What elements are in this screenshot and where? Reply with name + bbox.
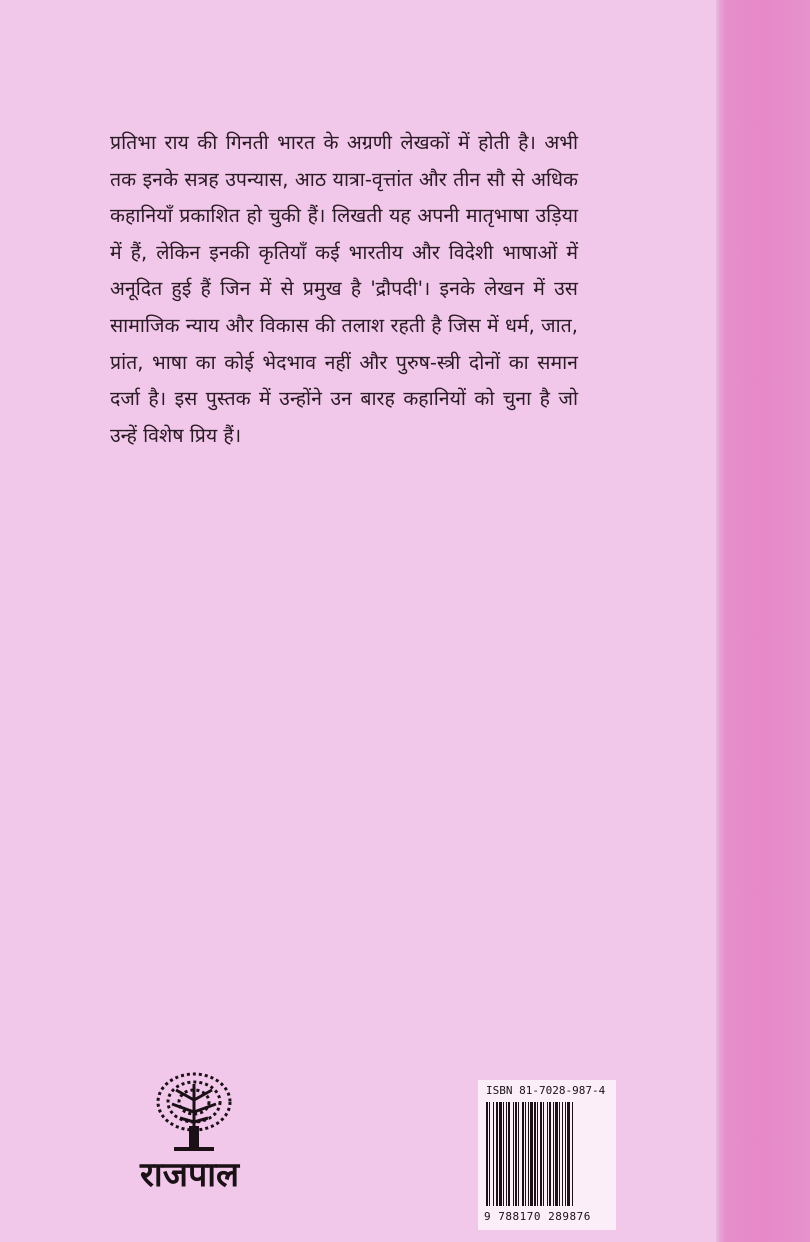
blurb xyxy=(110,125,578,454)
barcode-number: 9 788170 289876 xyxy=(484,1210,591,1223)
publisher-name: राजपाल xyxy=(140,1155,240,1195)
publisher-logo xyxy=(140,1070,290,1200)
isbn-label: ISBN 81-7028-987-4 xyxy=(486,1084,606,1097)
book-spine xyxy=(720,0,810,1242)
barcode-block xyxy=(478,1080,616,1230)
barcode-bars xyxy=(484,1102,610,1208)
tree-icon xyxy=(154,1070,234,1152)
blurb-text: प्रतिभा राय की गिनती भारत के अग्रणी लेखकों में होती है। अभी तक इनके सत्रह उपन्यास, आठ यात्रा-वृत्तांत और तीन सौ से अधिक कहानियाँ प्रकाशित हो चुकी हैं। लिखती यह अपनी मातृभाषा उड़िया में हैं, लेकिन इनकी कृतियाँ कई भारतीय और विदेशी भाषाओं में अनूदित हुई हैं जिन में से प्रमुख है 'द्रौपदी'। इनके लेखन में उस सामाजिक न्याय और विकास की तलाश रहती है जिस में धर्म, जात, प्रांत, भाषा का कोई भेदभाव नहीं और पुरुष-स्त्री दोनों का समान दर्जा है। इस पुस्तक में उन्होंने उन बारह कहानियों को चुना है जो उन्हें विशेष प्रिय हैं। xyxy=(110,131,578,447)
